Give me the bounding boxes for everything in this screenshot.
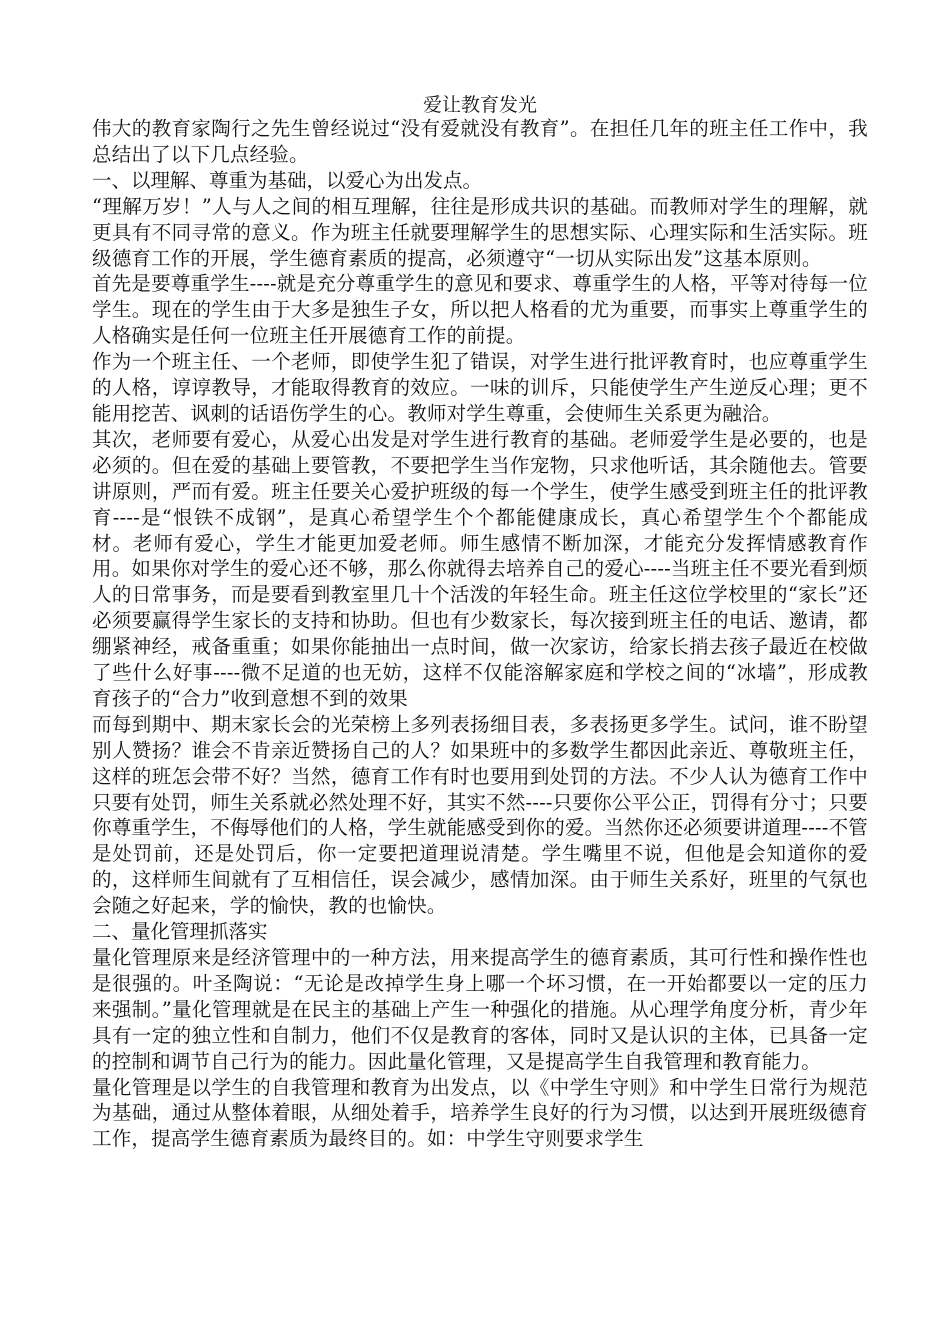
paragraph-understanding: “理解万岁！”人与人之间的相互理解，往往是形成共识的基础。而教师对学生的理解，就更具有不同寻常的意义。作为班主任就要理解学生的思想实际、心理实际和生活实际。班级德育工作的开展，学生德育素质的提高，必须遵守“一切从实际出发”这基本原则。 — [92, 194, 868, 270]
paragraph-praise: 而每到期中、期末家长会的光荣榜上多列表扬细目表，多表扬更多学生。试问，谁不盼望别人赞扬？谁会不肯亲近赞扬自己的人？如果班中的多数学生都因此亲近、尊敬班主任，这样的班怎会带不好？当然，德育工作有时也要用到处罚的方法。不少人认为德育工作中只要有处罚，师生关系就必然处理不好，其实不然----只要你公平公正，罚得有分寸；只要你尊重学生，不侮辱他们的人格，学生就能感受到你的爱。当然你还必须要讲道理----不管是处罚前，还是处罚后，你一定要把道理说清楚。学生嘴里不说，但他是会知道你的爱的，这样师生间就有了互相信任，误会减少，感情加深。由于师生关系好，班里的气氛也会随之好起来，学的愉快，教的也愉快。 — [92, 712, 868, 918]
section-heading-1: 一、以理解、尊重为基础，以爱心为出发点。 — [92, 168, 483, 192]
paragraph-quantified-management: 量化管理原来是经济管理中的一种方法，用来提高学生的德育素质，其可行性和操作性也是很强的。叶圣陶说：“无论是改掉学生身上哪一个坏习惯，在一开始都要以一定的压力来强制。”量化管理就是在民主的基础上产生一种强化的措施。从心理学角度分析，青少年具有一定的独立性和自制力，他们不仅是教育的客体，同时又是认识的主体，已具备一定的控制和调节自己行为的能力。因此量化管理，又是提高学生自我管理和教育能力。 — [92, 946, 868, 1073]
intro-paragraph: 伟大的教育家陶行之先生曾经说过“没有爱就没有教育”。在担任几年的班主任工作中，我总结出了以下几点经验。 — [92, 117, 868, 166]
paragraph-criticism: 作为一个班主任、一个老师，即使学生犯了错误，对学生进行批评教育时，也应尊重学生的人格，谆谆教导，才能取得教育的效应。一味的训斥，只能使学生产生逆反心理；更不能用挖苦、讽刺的话语伤学生的心。教师对学生尊重，会使师生关系更为融洽。 — [92, 350, 868, 425]
paragraph-love: 其次，老师要有爱心，从爱心出发是对学生进行教育的基础。老师爱学生是必要的，也是必须的。但在爱的基础上要管教，不要把学生当作宠物，只求他听话，其余随他去。管要讲原则，严而有爱。班主任要关心爱护班级的每一个学生，使学生感受到班主任的批评教育----是“恨铁不成钢”，是真心希望学生个个都能健康成长，真心希望学生个个都能成材。老师有爱心，学生才能更加爱老师。师生感情不断加深，才能充分发挥情感教育作用。如果你对学生的爱心还不够，那么你就得去培养自己的爱心----当班主任不要光看到烦人的日常事务，而是要看到教室里几十个活泼的年轻生命。班主任这位学校里的“家长”还必须要赢得学生家长的支持和协助。但也有少数家长，每次接到班主任的电话、邀请，都绷紧神经，戒备重重；如果你能抽出一点时间，做一次家访，给家长捎去孩子最近在校做了些什么好事----微不足道的也无妨，这样不仅能溶解家庭和学校之间的“冰墙”，形成教育孩子的“合力”收到意想不到的效果 — [92, 427, 868, 710]
paragraph-self-management: 量化管理是以学生的自我管理和教育为出发点，以《中学生守则》和中学生日常行为规范为基础，通过从整体着眼，从细处着手，培养学生良好的行为习惯，以达到开展班级德育工作，提高学生德育素质为最终目的。如：中学生守则要求学生 — [92, 1075, 868, 1151]
document-page — [92, 94, 868, 1152]
paragraph-respect: 首先是要尊重学生----就是充分尊重学生的意见和要求、尊重学生的人格，平等对待每一位学生。现在的学生由于大多是独生子女，所以把人格看的尤为重要，而事实上尊重学生的人格确实是任何一位班主任开展德育工作的前提。 — [92, 272, 868, 348]
section-heading-2: 二、量化管理抓落实 — [92, 920, 268, 944]
document-title: 爱让教育发光 — [422, 94, 537, 116]
